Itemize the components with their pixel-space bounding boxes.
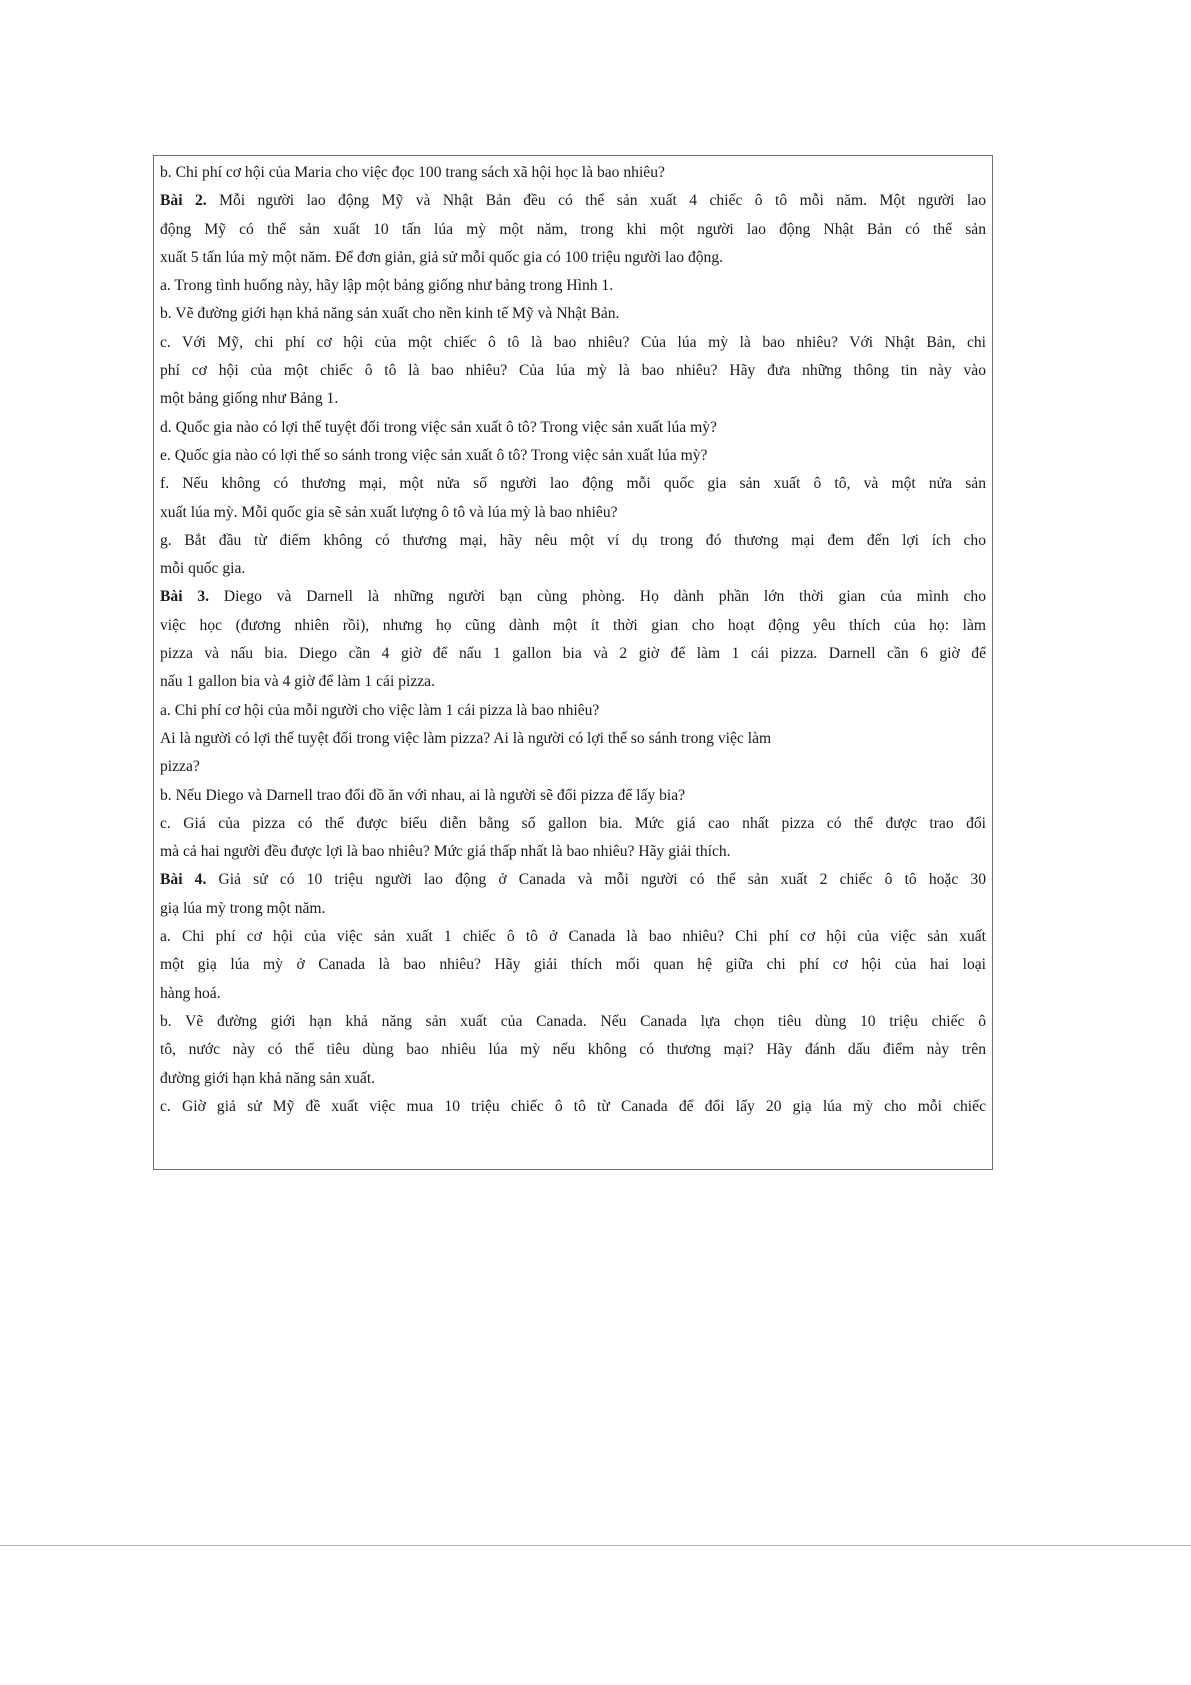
exercise-heading-line bbox=[160, 187, 986, 215]
text-line: b. Vẽ đường giới hạn khả năng sản xuất của Canada. Nếu Canada lựa chọn tiêu dùng 10 triệu chiếc ô bbox=[160, 1012, 986, 1030]
text-line: pizza? bbox=[160, 758, 200, 776]
text-line: c. Giá của pizza có thể được biểu diễn bằng số gallon bia. Mức giá cao nhất pizza có thể được trao đổi bbox=[160, 814, 986, 832]
exercise-text-box bbox=[153, 155, 993, 1170]
text-line: hàng hoá. bbox=[160, 984, 221, 1002]
page-divider bbox=[0, 1545, 1191, 1546]
text-line: một giạ lúa mỳ ở Canada là bao nhiêu? Hãy giải thích mối quan hệ giữa chi phí cơ hội của hai loại bbox=[160, 956, 986, 974]
text-line: nấu 1 gallon bia và 4 giờ để làm 1 cái pizza. bbox=[160, 673, 435, 691]
text-line: động Mỹ có thể sản xuất 10 tấn lúa mỳ một năm, trong khi một người lao động Nhật Bản có thể sản bbox=[160, 220, 986, 238]
text-span: Diego và Darnell là những người bạn cùng phòng. Họ dành phần lớn thời gian của mình cho bbox=[209, 588, 986, 606]
text-line: b. Nếu Diego và Darnell trao đổi đồ ăn với nhau, ai là người sẽ đổi pizza để lấy bia? bbox=[160, 786, 686, 804]
text-line: đường giới hạn khả năng sản xuất. bbox=[160, 1069, 376, 1087]
text-line: việc học (đương nhiên rồi), nhưng họ cũng dành một ít thời gian cho hoạt động yêu thích của họ: làm bbox=[160, 616, 986, 634]
text-line: a. Chi phí cơ hội của việc sản xuất 1 chiếc ô tô ở Canada là bao nhiêu? Chi phí cơ hội của việc sản xuất bbox=[160, 928, 986, 946]
text-line: Ai là người có lợi thế tuyệt đối trong việc làm pizza? Ai là người có lợi thế so sánh trong việc làm bbox=[160, 729, 772, 747]
text-line: f. Nếu không có thương mại, một nửa số người lao động mỗi quốc gia sản xuất ô tô, và một nửa sản bbox=[160, 475, 986, 493]
exercise-heading-line bbox=[160, 866, 986, 894]
text-line: mỗi quốc gia. bbox=[160, 560, 246, 578]
text-line: g. Bắt đầu từ điểm không có thương mại, hãy nêu một ví dụ trong đó thương mại đem đến lợi ích cho bbox=[160, 531, 986, 549]
text-line: giạ lúa mỳ trong một năm. bbox=[160, 899, 326, 917]
text-line: phí cơ hội của một chiếc ô tô là bao nhiêu? Của lúa mỳ là bao nhiêu? Hãy đưa những thông tin này vào bbox=[160, 362, 986, 380]
text-span: Mỗi người lao động Mỹ và Nhật Bản đều có thể sản xuất 4 chiếc ô tô mỗi năm. Một người lao bbox=[206, 192, 986, 210]
text-line: b. Vẽ đường giới hạn khả năng sản xuất cho nền kinh tế Mỹ và Nhật Bản. bbox=[160, 305, 620, 323]
text-span: Giả sử có 10 triệu người lao động ở Canada và mỗi người có thể sản xuất 2 chiếc ô tô hoặc 30 bbox=[206, 871, 986, 889]
text-line: a. Trong tình huống này, hãy lập một bảng giống như bảng trong Hình 1. bbox=[160, 277, 614, 295]
text-line: e. Quốc gia nào có lợi thế so sánh trong việc sản xuất ô tô? Trong việc sản xuất lúa mỳ? bbox=[160, 446, 708, 464]
text-line: xuất 5 tấn lúa mỳ một năm. Để đơn giản, giả sử mỗi quốc gia có 100 triệu người lao động. bbox=[160, 248, 724, 266]
exercise-label: Bài 2. bbox=[160, 192, 207, 210]
exercise-label: Bài 4. bbox=[160, 871, 207, 889]
text-line: pizza và nấu bia. Diego cần 4 giờ để nấu 1 gallon bia và 2 giờ để làm 1 cái pizza. Darnell cần 6 giờ để bbox=[160, 645, 986, 663]
text-line: b. Chi phí cơ hội của Maria cho việc đọc 100 trang sách xã hội học là bao nhiêu? bbox=[160, 164, 665, 181]
text-line: một bảng giống như Bảng 1. bbox=[160, 390, 339, 408]
text-line: c. Giờ giả sử Mỹ đề xuất việc mua 10 triệu chiếc ô tô từ Canada để đổi lấy 20 giạ lúa mỳ cho mỗi chiếc bbox=[160, 1097, 986, 1115]
text-line: a. Chi phí cơ hội của mỗi người cho việc làm 1 cái pizza là bao nhiêu? bbox=[160, 701, 600, 719]
exercise-label: Bài 3. bbox=[160, 588, 210, 606]
exercise-heading-line bbox=[160, 583, 986, 611]
text-line: d. Quốc gia nào có lợi thế tuyệt đối trong việc sản xuất ô tô? Trong việc sản xuất lúa mỳ? bbox=[160, 418, 717, 436]
text-line: xuất lúa mỳ. Mỗi quốc gia sẽ sản xuất lượng ô tô và lúa mỳ là bao nhiêu? bbox=[160, 503, 618, 521]
text-line: mà cả hai người đều được lợi là bao nhiêu? Mức giá thấp nhất là bao nhiêu? Hãy giải thích. bbox=[160, 843, 731, 861]
text-line: tô, nước này có thể tiêu dùng bao nhiêu lúa mỳ nếu không có thương mại? Hãy đánh dấu điểm này trên bbox=[160, 1041, 986, 1059]
text-line: c. Với Mỹ, chi phí cơ hội của một chiếc ô tô là bao nhiêu? Của lúa mỳ là bao nhiêu? Với Nhật Bản, chi bbox=[160, 333, 986, 351]
